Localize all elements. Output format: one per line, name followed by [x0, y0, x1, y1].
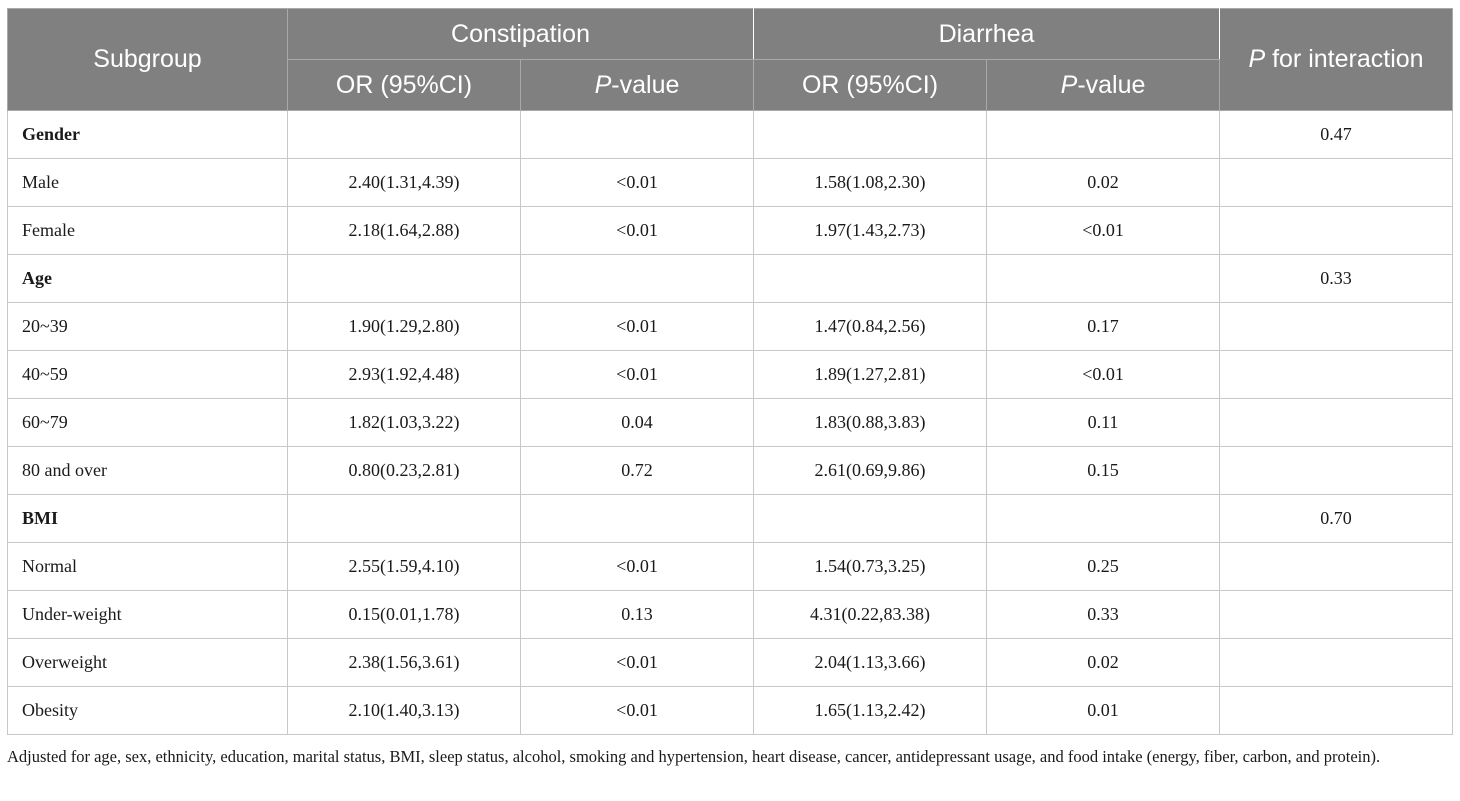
row-label: 40~59 — [8, 351, 288, 399]
header-pvalue-rest: -value — [1077, 70, 1146, 99]
table-group-row — [8, 111, 1453, 159]
row-label: Female — [8, 207, 288, 255]
p-interaction-cell — [1220, 447, 1453, 495]
header-subgroup: Subgroup — [8, 9, 288, 111]
constipation-pvalue-cell: <0.01 — [521, 687, 754, 735]
diarrhea-or-cell: 1.65(1.13,2.42) — [754, 687, 987, 735]
p-interaction-cell — [1220, 639, 1453, 687]
constipation-pvalue-cell — [521, 495, 754, 543]
row-label: 20~39 — [8, 303, 288, 351]
row-label: Obesity — [8, 687, 288, 735]
p-interaction-cell — [1220, 303, 1453, 351]
constipation-pvalue-cell: 0.72 — [521, 447, 754, 495]
diarrhea-pvalue-cell: <0.01 — [987, 351, 1220, 399]
diarrhea-pvalue-cell: 0.25 — [987, 543, 1220, 591]
table-footnote: Adjusted for age, sex, ethnicity, education, marital status, BMI, sleep status, alcohol, smoking and hypertension, heart disease, cancer, antidepressant usage, and food intake (energy, fiber, carbon, and protein). — [7, 747, 1381, 766]
row-label: Male — [8, 159, 288, 207]
constipation-or-cell: 2.40(1.31,4.39) — [288, 159, 521, 207]
header-pvalue-italic: P — [594, 70, 612, 99]
constipation-or-cell — [288, 495, 521, 543]
header-p-interaction — [1220, 9, 1453, 111]
diarrhea-pvalue-cell: 0.15 — [987, 447, 1220, 495]
p-interaction-cell — [1220, 351, 1453, 399]
constipation-or-cell — [288, 111, 521, 159]
diarrhea-or-cell: 1.89(1.27,2.81) — [754, 351, 987, 399]
p-interaction-cell — [1220, 687, 1453, 735]
diarrhea-pvalue-cell: <0.01 — [987, 207, 1220, 255]
header-p-interaction-rest: for interaction — [1265, 45, 1424, 73]
diarrhea-pvalue-cell: 0.01 — [987, 687, 1220, 735]
p-interaction-cell — [1220, 399, 1453, 447]
p-interaction-cell — [1220, 207, 1453, 255]
table-header — [8, 9, 1453, 111]
diarrhea-or-cell: 1.54(0.73,3.25) — [754, 543, 987, 591]
constipation-pvalue-cell: 0.13 — [521, 591, 754, 639]
row-label: 80 and over — [8, 447, 288, 495]
constipation-pvalue-cell: <0.01 — [521, 543, 754, 591]
header-p-interaction-italic: P — [1248, 45, 1266, 73]
diarrhea-or-cell: 1.97(1.43,2.73) — [754, 207, 987, 255]
table-row — [8, 687, 1453, 735]
table-group-row — [8, 255, 1453, 303]
diarrhea-pvalue-cell: 0.02 — [987, 159, 1220, 207]
header-diarrhea-or: OR (95%CI) — [754, 60, 987, 111]
table-row — [8, 639, 1453, 687]
table-body — [8, 111, 1453, 735]
constipation-or-cell: 2.18(1.64,2.88) — [288, 207, 521, 255]
constipation-pvalue-cell: <0.01 — [521, 351, 754, 399]
p-interaction-cell — [1220, 591, 1453, 639]
constipation-pvalue-cell — [521, 255, 754, 303]
table-row — [8, 591, 1453, 639]
diarrhea-pvalue-cell: 0.33 — [987, 591, 1220, 639]
p-interaction-cell: 0.70 — [1220, 495, 1453, 543]
table-row — [8, 447, 1453, 495]
diarrhea-or-cell — [754, 111, 987, 159]
p-interaction-cell — [1220, 159, 1453, 207]
constipation-or-cell: 2.55(1.59,4.10) — [288, 543, 521, 591]
constipation-or-cell — [288, 255, 521, 303]
row-label: 60~79 — [8, 399, 288, 447]
constipation-pvalue-cell: <0.01 — [521, 639, 754, 687]
table-row — [8, 159, 1453, 207]
header-pvalue-rest: -value — [611, 70, 680, 99]
constipation-or-cell: 2.10(1.40,3.13) — [288, 687, 521, 735]
table-row — [8, 351, 1453, 399]
subgroup-table — [7, 8, 1453, 735]
diarrhea-pvalue-cell: 0.02 — [987, 639, 1220, 687]
p-interaction-cell: 0.33 — [1220, 255, 1453, 303]
diarrhea-or-cell: 2.61(0.69,9.86) — [754, 447, 987, 495]
diarrhea-or-cell: 1.83(0.88,3.83) — [754, 399, 987, 447]
diarrhea-or-cell — [754, 495, 987, 543]
constipation-or-cell: 0.15(0.01,1.78) — [288, 591, 521, 639]
table-row — [8, 207, 1453, 255]
header-diarrhea: Diarrhea — [754, 9, 1220, 60]
constipation-pvalue-cell — [521, 111, 754, 159]
diarrhea-or-cell: 4.31(0.22,83.38) — [754, 591, 987, 639]
diarrhea-pvalue-cell: 0.11 — [987, 399, 1220, 447]
diarrhea-or-cell: 1.47(0.84,2.56) — [754, 303, 987, 351]
header-pvalue-italic: P — [1060, 70, 1078, 99]
constipation-pvalue-cell: <0.01 — [521, 159, 754, 207]
header-constipation-or: OR (95%CI) — [288, 60, 521, 111]
row-label: Normal — [8, 543, 288, 591]
table-row — [8, 399, 1453, 447]
row-label: Under-weight — [8, 591, 288, 639]
constipation-pvalue-cell: <0.01 — [521, 303, 754, 351]
table-group-row — [8, 495, 1453, 543]
header-diarrhea-pvalue — [987, 60, 1220, 111]
row-label: Overweight — [8, 639, 288, 687]
row-label: Gender — [8, 111, 288, 159]
diarrhea-or-cell: 1.58(1.08,2.30) — [754, 159, 987, 207]
diarrhea-pvalue-cell: 0.17 — [987, 303, 1220, 351]
constipation-or-cell: 2.38(1.56,3.61) — [288, 639, 521, 687]
diarrhea-pvalue-cell — [987, 495, 1220, 543]
diarrhea-pvalue-cell — [987, 111, 1220, 159]
row-label: BMI — [8, 495, 288, 543]
constipation-or-cell: 0.80(0.23,2.81) — [288, 447, 521, 495]
p-interaction-cell — [1220, 543, 1453, 591]
constipation-or-cell: 1.90(1.29,2.80) — [288, 303, 521, 351]
row-label: Age — [8, 255, 288, 303]
constipation-or-cell: 2.93(1.92,4.48) — [288, 351, 521, 399]
header-constipation-pvalue — [521, 60, 754, 111]
constipation-pvalue-cell: 0.04 — [521, 399, 754, 447]
constipation-or-cell: 1.82(1.03,3.22) — [288, 399, 521, 447]
table-row — [8, 303, 1453, 351]
p-interaction-cell: 0.47 — [1220, 111, 1453, 159]
diarrhea-pvalue-cell — [987, 255, 1220, 303]
diarrhea-or-cell — [754, 255, 987, 303]
constipation-pvalue-cell: <0.01 — [521, 207, 754, 255]
header-constipation: Constipation — [288, 9, 754, 60]
diarrhea-or-cell: 2.04(1.13,3.66) — [754, 639, 987, 687]
table-row — [8, 543, 1453, 591]
